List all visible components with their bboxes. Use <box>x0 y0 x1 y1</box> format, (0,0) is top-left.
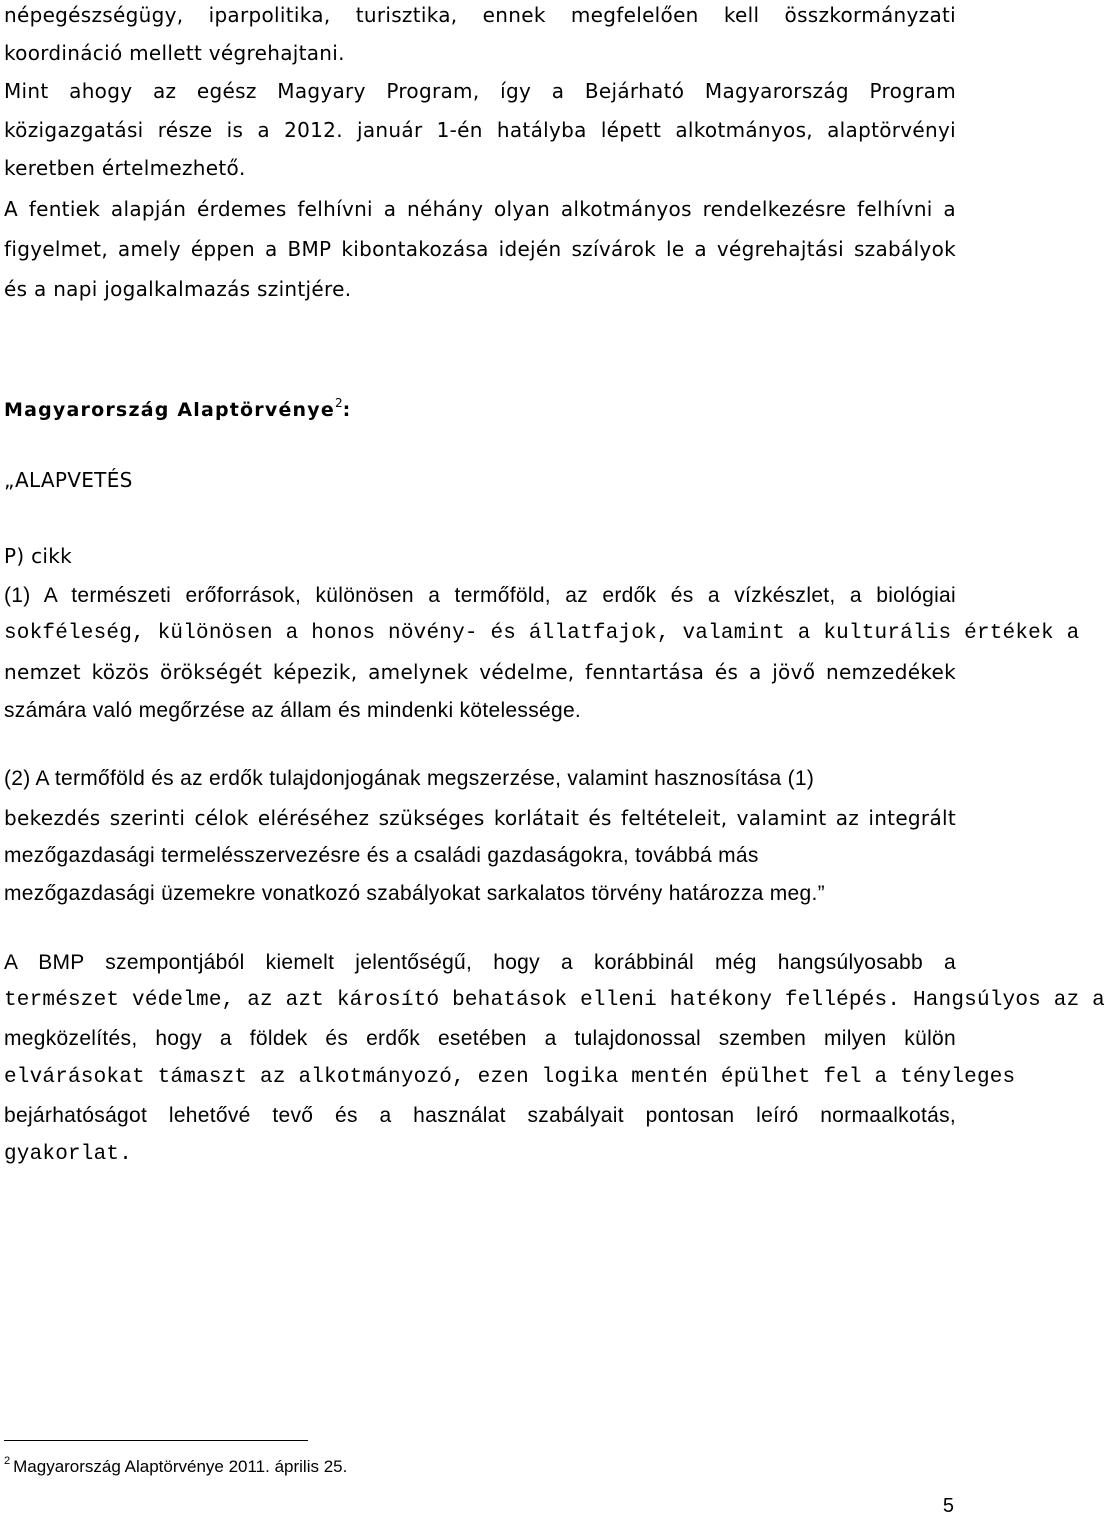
text-line: mezőgazdasági üzemekre vonatkozó szabályokat sarkalatos törvény határozza meg.” <box>4 882 825 905</box>
text-line: bejárhatóságot lehetővé tevő és a használat szabályait pontosan leíró normaalkotás, <box>4 1104 956 1127</box>
foundation-title: „ALAPVETÉS <box>4 468 133 492</box>
text-line: Mint ahogy az egész Magyary Program, így a Bejárható Magyarország Program <box>4 79 956 103</box>
article-title: P) cikk <box>4 544 73 568</box>
text-line: figyelmet, amely éppen a BMP kibontakozása idején szívárok le a végrehajtási szabályok <box>4 237 956 261</box>
section-heading <box>4 390 956 423</box>
footnote-reference: 2 <box>334 396 343 410</box>
text-line: A fentiek alapján érdemes felhívni a néhány olyan alkotmányos rendelkezésre felhívni a <box>4 197 956 221</box>
footnote-number: 2 <box>4 1455 11 1467</box>
text-line: A BMP szempontjából kiemelt jelentőségű, hogy a korábbinál még hangsúlyosabb a <box>4 951 956 974</box>
text-line: (2) A termőföld és az erdők tulajdonjogának megszerzése, valamint hasznosítása (1) <box>4 767 815 790</box>
text-line: megközelítés, hogy a földek és erdők esetében a tulajdonossal szemben milyen külön <box>4 1027 956 1050</box>
text-line: elvárásokat támaszt az alkotmányozó, ezen logika mentén épülhet fel a tényleges <box>4 1066 1016 1089</box>
text-line: bekezdés szerinti célok eléréséhez szükséges korlátait és feltételeit, valamint az integrált <box>4 806 956 830</box>
footnote-text: Magyarország Alaptörvénye 2011. április 25. <box>13 1457 348 1476</box>
text-line: sokféleség, különösen a honos növény- és állatfajok, valamint a kulturális értékek a <box>4 622 1080 645</box>
page-number: 5 <box>942 1495 954 1517</box>
text-line: közigazgatási része is a 2012. január 1-én hatályba lépett alkotmányos, alaptörvényi <box>4 118 956 142</box>
text-line: mezőgazdasági termelésszervezésre és a családi gazdaságokra, továbbá más <box>4 844 759 867</box>
text-line: népegészségügy, iparpolitika, turisztika, ennek megfelelően kell összkormányzati <box>4 3 956 27</box>
text-line: keretben értelmezhető. <box>4 156 246 180</box>
section-heading-suffix: : <box>342 399 352 421</box>
footnote <box>4 1450 347 1478</box>
text-line: és a napi jogalkalmazás szintjére. <box>4 277 352 301</box>
text-line: koordináció mellett végrehajtani. <box>4 41 345 65</box>
text-line: számára való megőrzése az állam és mindenki kötelessége. <box>4 699 582 722</box>
text-line: (1) A természeti erőforrások, különösen a termőföld, az erdők és a vízkészlet, a biológiai <box>4 584 956 607</box>
text-line: gyakorlat. <box>4 1143 133 1166</box>
text-line: nemzet közös örökségét képezik, amelynek védelme, fenntartása és a jövő nemzedékek <box>4 660 956 684</box>
footnote-divider <box>4 1440 308 1441</box>
section-heading-text: Magyarország Alaptörvénye <box>4 399 335 421</box>
text-line: természet védelme, az azt károsító behatások elleni hatékony fellépés. Hangsúlyos az a <box>4 989 1105 1012</box>
